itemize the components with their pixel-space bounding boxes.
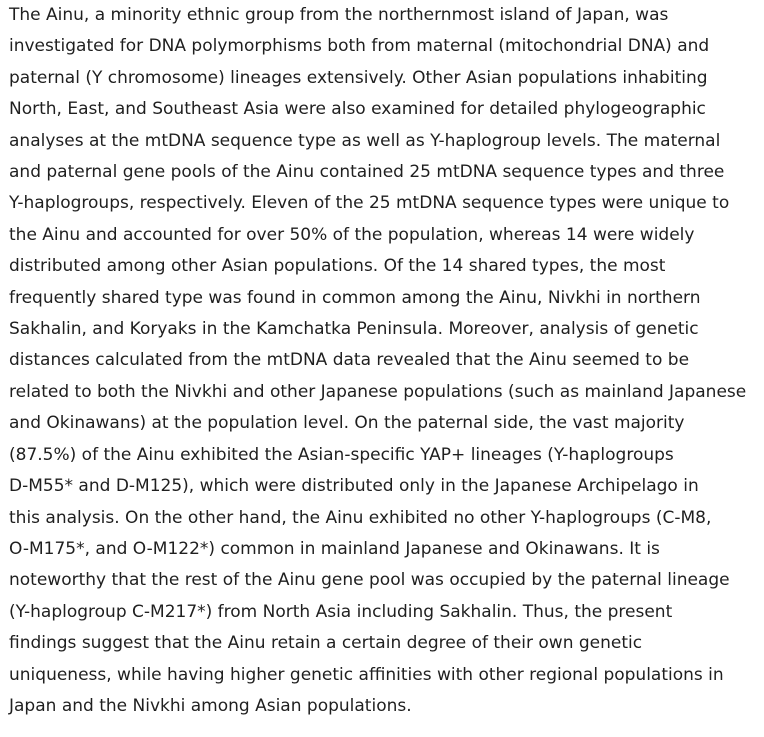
abstract-line-17: this analysis. On the other hand, the Ainu exhibited no other Y-haplogroups (C-M8, [9, 507, 712, 528]
abstract-line-5: analyses at the mtDNA sequence type as well as Y-haplogroup levels. The maternal [9, 130, 721, 151]
abstract-line-15: (87.5%) of the Ainu exhibited the Asian-specific YAP+ lineages (Y-haplogroups [9, 444, 674, 465]
abstract-line-2: investigated for DNA polymorphisms both from maternal (mitochondrial DNA) and [9, 36, 710, 57]
abstract-line-13: related to both the Nivkhi and other Japanese populations (such as mainland Japanese [9, 381, 747, 402]
abstract-line-23: Japan and the Nivkhi among Asian populations. [9, 695, 412, 716]
abstract-line-21: findings suggest that the Ainu retain a certain degree of their own genetic [9, 633, 643, 654]
abstract-line-19: noteworthy that the rest of the Ainu gene pool was occupied by the paternal lineage [9, 570, 730, 591]
abstract-line-20: (Y-haplogroup C-M217*) from North Asia including Sakhalin. Thus, the present [9, 601, 673, 622]
abstract-line-16: D-M55* and D-M125), which were distributed only in the Japanese Archipelago in [9, 476, 699, 497]
abstract-line-11: Sakhalin, and Koryaks in the Kamchatka Peninsula. Moreover, analysis of genetic [9, 319, 699, 340]
abstract-line-10: frequently shared type was found in common among the Ainu, Nivkhi in northern [9, 287, 701, 308]
abstract-line-6: and paternal gene pools of the Ainu contained 25 mtDNA sequence types and three [9, 162, 725, 183]
abstract-line-18: O-M175*, and O-M122*) common in mainland Japanese and Okinawans. It is [9, 538, 660, 559]
abstract-line-1: The Ainu, a minority ethnic group from the northernmost island of Japan, was [9, 5, 669, 25]
abstract-line-4: North, East, and Southeast Asia were also examined for detailed phylogeographic [9, 99, 706, 120]
abstract-line-22: uniqueness, while having higher genetic affinities with other regional populations in [9, 664, 724, 685]
abstract-line-14: and Okinawans) at the population level. On the paternal side, the vast majority [9, 413, 685, 434]
abstract-line-12: distances calculated from the mtDNA data revealed that the Ainu seemed to be [9, 350, 690, 371]
abstract-line-3: paternal (Y chromosome) lineages extensively. Other Asian populations inhabiting [9, 67, 708, 88]
abstract-line-8: the Ainu and accounted for over 50% of the population, whereas 14 were widely [9, 224, 695, 245]
abstract-paragraph [9, 0, 760, 722]
abstract-line-7: Y-haplogroups, respectively. Eleven of the 25 mtDNA sequence types were unique to [9, 193, 730, 214]
abstract-line-9: distributed among other Asian populations. Of the 14 shared types, the most [9, 256, 666, 277]
